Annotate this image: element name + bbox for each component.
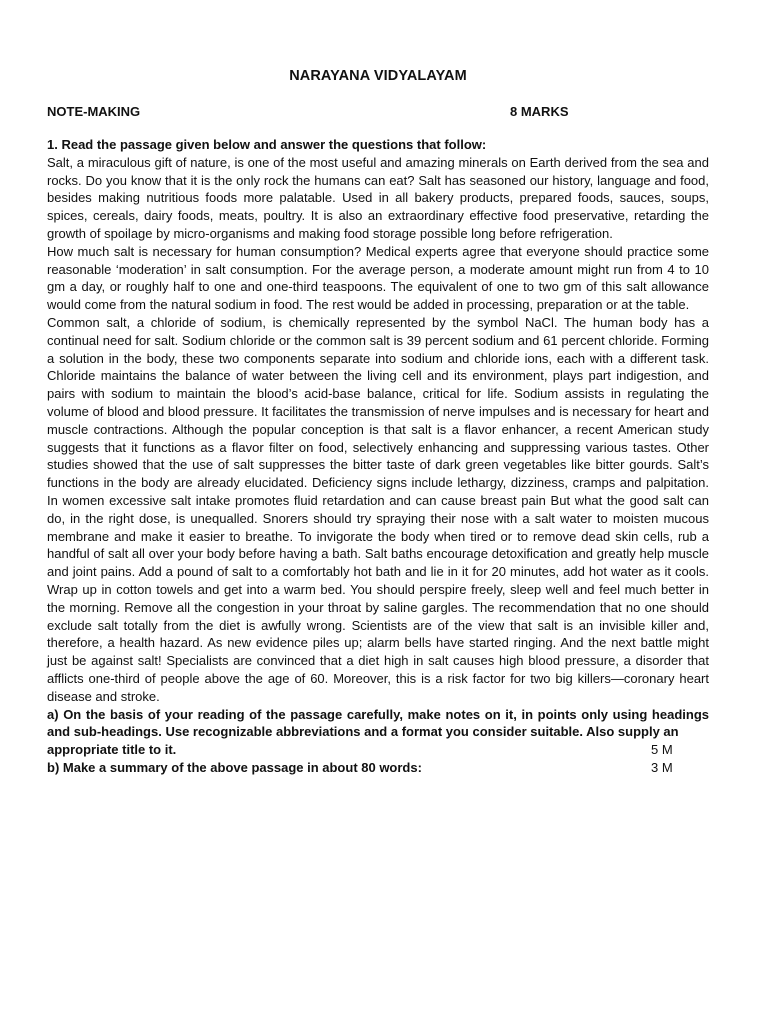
section-label: NOTE-MAKING [47,104,141,119]
task-b-marks: 3 M [651,759,673,775]
passage-paragraph-2: How much salt is necessary for human consumption? Medical experts agree that everyone should practice some reasonable ‘moderation’ in salt consumption. For the average person, a moderate amount might run from 4 to 10 gm a day, or roughly half to one and one-third teaspoons. The equivalent of one to two gm of this salt allowance would come from the natural sodium in food. The rest would be added in processing, preparation or at the table. [47,243,709,313]
task-a-last-line [47,741,709,759]
school-title: NARAYANA VIDYALAYAM [289,68,467,84]
total-marks: 8 MARKS [510,104,569,119]
task-b-text: b) Make a summary of the above passage in about 80 words: [47,759,422,775]
task-a-marks: 5 M [651,742,673,758]
task-b-line [47,759,709,777]
section-header [47,104,709,122]
task-a-text: a) On the basis of your reading of the passage carefully, make notes on it, in points only using headings and sub-headings. Use recognizable abbreviations and a format you consider suitable. Also supply an [47,706,709,740]
document-page [47,68,709,777]
passage-paragraph-1: Salt, a miraculous gift of nature, is one of the most useful and amazing minerals on Earth derived from the sea and rocks. Do you know that it is the only rock the humans can eat? Salt has seasoned our history, language and food, besides making nutritious foods more palatable. Used in all bakery products, prepared foods, sauces, soups, spices, cereals, dairy foods, meats, poultry. It is also an extraordinary effective food preservative, retarding the growth of spoilage by micro-organisms and making food storage possible long before refrigeration. [47,154,709,241]
passage-paragraph-3: Common salt, a chloride of sodium, is chemically represented by the symbol NaCl. The human body has a continual need for salt. Sodium chloride or the common salt is 39 percent sodium and 61 percent chloride. Forming a solution in the body, these two components separate into sodium and chloride ions, each with a different task. Chloride maintains the balance of water between the living cell and its environment, plays part indigestion, and pairs with sodium to maintain the blood’s acid-base balance, critical for life. Sodium assists in regulating the volume of blood and blood pressure. It facilitates the transmission of nerve impulses and is necessary for heart and muscle contractions. Although the popular conception is that salt is a flavor enhancer, a recent American study suggests that it functions as a flavor filter on food, selectively enhancing and suppressing various tastes. Other studies showed that the use of salt suppresses the bitter taste of dark green vegetables like bitter gourds. Salt’s functions in the body are already elucidated. Deficiency signs include lethargy, dizziness, cramps and palpitation. In women excessive salt intake promotes fluid retardation and can cause breast pain But what the good salt can do, in the right dose, is unequalled. Snorers should try spraying their nose with a salt water to moisten mucous membrane and make it easier to breathe. To invigorate the body when tired or to remove dead skin cells, rub a handful of salt all over your body before having a bath. Salt baths encourage detoxification and greatly help muscle and joint pains. Add a pound of salt to a comfortably hot bath and lie in it for 20 minutes, add hot water as it cools. Wrap up in cotton towels and get into a warm bed. You should perspire freely, sleep well and feel much better in the morning. Remove all the congestion in your throat by saline gargles. The recommendation that no one should exclude salt totally from the diet is awfully wrong. Scientists are of the view that salt is an invisible killer and, therefore, a health hazard. As new evidence piles up; alarm bells have started ringing. And the next battle might just be against salt! Specialists are convinced that a diet high in salt causes high blood pressure, a disorder that afflicts one-third of people above the age of 60. Moreover, this is a risk factor for two big killers—coronary heart disease and stroke. [47,314,709,704]
task-a-last-line-text: appropriate title to it. [47,742,177,758]
question-title: 1. Read the passage given below and answer the questions that follow: [47,137,487,152]
